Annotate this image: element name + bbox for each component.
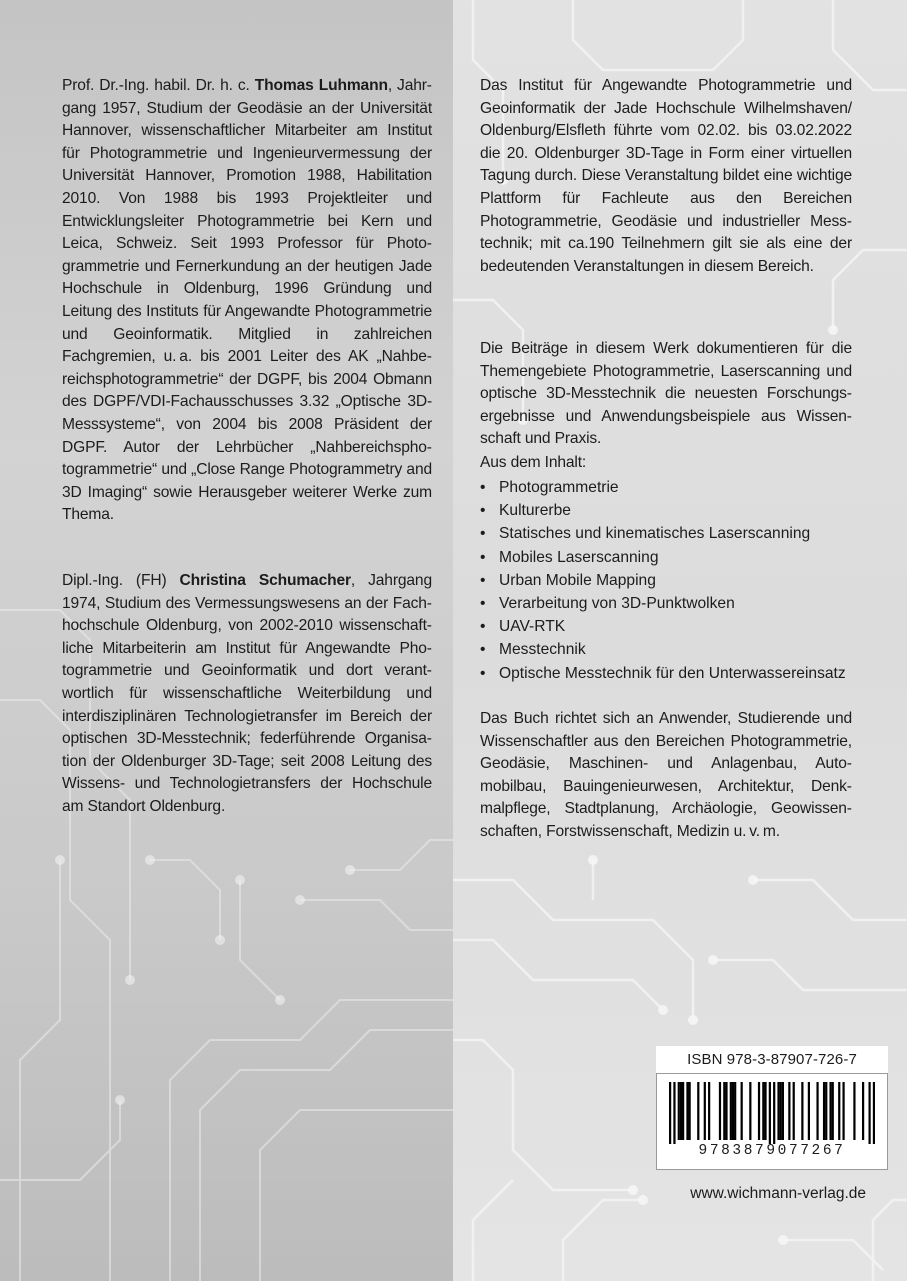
bullet-icon: •: [480, 595, 486, 613]
list-item: [480, 615, 880, 638]
list-item: [480, 569, 880, 592]
list-item: [480, 662, 880, 685]
barcode-bar: [862, 1082, 864, 1140]
topic-label: UAV-RTK: [499, 618, 566, 636]
list-item: [480, 476, 880, 499]
contents-heading: Aus dem Inhalt:: [480, 454, 587, 471]
barcode-bar: [704, 1082, 706, 1140]
topic-label: Photogrammetrie: [499, 479, 619, 496]
barcode-bar: [853, 1082, 855, 1140]
barcode-bar: [723, 1082, 725, 1140]
bullet-icon: •: [480, 571, 486, 589]
barcode-bar: [708, 1082, 710, 1140]
barcode-bar: [673, 1082, 675, 1144]
barcode-bar: [801, 1082, 803, 1140]
barcode-bar: [682, 1082, 684, 1140]
barcode-bar: [832, 1082, 834, 1140]
barcode-bar: [680, 1082, 682, 1140]
barcode-bar: [686, 1082, 688, 1140]
list-item: [480, 499, 880, 522]
bullet-icon: •: [480, 525, 486, 543]
barcode-bar: [764, 1082, 766, 1140]
barcode-bar: [816, 1082, 818, 1140]
book-intro-paragraph: Das Institut für Angewandte Photogrammetrie und Geoinformatik der Jade Hochschule Wilhelmshaven/​Oldenburg/​Elsfleth führte vom 02.02. bis 03.02.2022 die 20. Oldenburger 3D-Tage in Form einer virtuellen Tagung durch. Diese Veranstaltung bildet eine wichtige Plattform für Fachleute aus den Bereichen Photogrammetrie, Geodäsie und industrieller Messtechnik; mit ca.190 Teilnehmern gilt sie als eine der bedeutenden Veranstaltungen in diesem Bereich.: [480, 77, 852, 275]
bio-schumacher-text: , Jahrgang 1974, Studium des Vermessungswesens an der Fachhochschule Oldenburg, von 2002-2010 wissenschaftliche Mitarbeiterin am Institut für Angewandte Photogrammetrie und Geoinformatik und dort verantwortlich für wissenschaftliche Weiterbildung und interdisziplinären Technologietransfer im Bereich der optischen 3D-Messtechnik; federführende Organisation der Oldenburger 3D-Tage; seit 2008 Leitung des Wissens- und Technologietransfers der Hochschule am Standort Oldenburg.: [62, 572, 432, 815]
author-bio-luhmann: [62, 75, 432, 527]
barcode-bar: [734, 1082, 736, 1140]
barcode-bar: [749, 1082, 751, 1140]
author-name-luhmann: Thomas Luhmann: [254, 77, 388, 94]
author-name-schumacher: Christina Schumacher: [179, 572, 351, 589]
bullet-icon: •: [480, 641, 486, 659]
topic-label: Messtechnik: [499, 641, 586, 659]
barcode-bar: [773, 1082, 775, 1144]
barcode: [656, 1073, 888, 1170]
audience-paragraph: Das Buch richtet sich an Anwender, Studierende und Wissenschaftler aus den Bereichen Photogrammetrie, Geodäsie, Maschinen- und Anlagenbau, Automobilbau, Bauingenieurwesen, Architektur, Denkmalpflege, Stadtplanung, Archäologie, Geowissenschaften, Forstwissenschaft, Medizin u. v. m.: [480, 710, 852, 840]
bullet-icon: •: [480, 502, 486, 520]
topics-list: [480, 476, 880, 685]
bullet-icon: •: [480, 618, 486, 636]
barcode-bar: [730, 1082, 732, 1140]
barcode-bar: [825, 1082, 827, 1140]
barcode-bar: [669, 1082, 671, 1144]
topic-label: Mobiles Laserscanning: [499, 548, 659, 566]
topic-label: Kulturerbe: [499, 502, 571, 520]
topic-label: Urban Mobile Mapping: [499, 571, 656, 589]
isbn-label: ISBN 978-3-87907-726-7: [656, 1046, 888, 1073]
author-bio-schumacher: [62, 570, 432, 819]
topic-label: Verarbeitung von 3D-Punktwolken: [499, 595, 735, 613]
barcode-bars: [669, 1082, 875, 1144]
list-item: [480, 638, 880, 661]
barcode-bar: [868, 1082, 870, 1144]
barcode-bar: [769, 1082, 771, 1144]
bullet-icon: •: [480, 548, 486, 566]
topic-label: Optische Messtechnik für den Unterwassereinsatz: [499, 664, 846, 682]
list-item: [480, 522, 880, 545]
bullet-icon: •: [480, 479, 486, 496]
barcode-bar: [758, 1082, 760, 1140]
bio-luhmann-text: , Jahrgang 1957, Studium der Geodäsie an der Universität Hannover, wissenschaftlicher Mitarbeiter am Institut für Photogrammetrie und Ingenieurvermessung der Universität Hannover, Promotion 1988, Habilitation 2010. Von 1988 bis 1993 Projektleiter und Entwicklungsleiter Photogrammetrie bei Kern und Leica, Schweiz. Seit 1993 Professor für Photogrammetrie und Fernerkundung an der heutigen Jade Hochschule in Oldenburg, 1996 Gründung und Leitung des Instituts für Angewandte Photogrammetrie und Geoinformatik. Mitglied in zahlreichen Fachgremien, u. a. bis 2001 Leiter des AK „Nahbereichsphotogrammetrie“ der DGPF, bis 2004 Obmann des DGPF/VDI-Fachausschusses 3.32 „Optische 3D-Messsysteme“, von 2004 bis 2008 Präsident der DGPF. Autor der Lehrbücher „Nahbereichsphotogrammetrie“ und „Close Range Photogrammetry and 3D Imaging“ sowie Herausgeber weiterer Werke zum Thema.: [62, 77, 432, 524]
barcode-bar: [829, 1082, 831, 1140]
list-item: [480, 546, 880, 569]
barcode-bar: [725, 1082, 727, 1140]
barcode-bar: [777, 1082, 779, 1140]
barcode-bar: [808, 1082, 810, 1140]
barcode-bar: [678, 1082, 680, 1140]
barcode-bar: [788, 1082, 790, 1140]
barcode-bar: [842, 1082, 844, 1140]
bullet-icon: •: [480, 664, 486, 682]
barcode-bar: [780, 1082, 782, 1140]
barcode-bar: [689, 1082, 691, 1140]
publisher-website: www.wichmann-verlag.de: [690, 1185, 866, 1202]
bio-schumacher-prefix: Dipl.-Ing. (FH): [62, 572, 180, 589]
barcode-bar: [741, 1082, 743, 1140]
barcode-digits: 9783879077267: [698, 1143, 846, 1159]
list-item: [480, 592, 880, 615]
barcode-bar: [719, 1082, 721, 1140]
bio-luhmann-prefix: Prof. Dr.-Ing. habil. Dr. h. c.: [62, 77, 255, 94]
barcode-bar: [697, 1082, 699, 1140]
barcode-bar: [793, 1082, 795, 1140]
barcode-bar: [732, 1082, 734, 1140]
contributions-paragraph: Die Beiträge in diesem Werk dokumentieren für die Themengebiete Photogrammetrie, Laserscanning und optische 3D-Messtechnik die neuesten Forschungsergebnisse und Anwendungsbeispiele aus Wissenschaft und Praxis.: [480, 340, 852, 448]
barcode-bar: [838, 1082, 840, 1140]
barcode-bar: [823, 1082, 825, 1140]
barcode-bar: [782, 1082, 784, 1140]
barcode-bar: [762, 1082, 764, 1140]
barcode-bar: [873, 1082, 875, 1144]
topic-label: Statisches und kinematisches Laserscanning: [499, 525, 811, 543]
